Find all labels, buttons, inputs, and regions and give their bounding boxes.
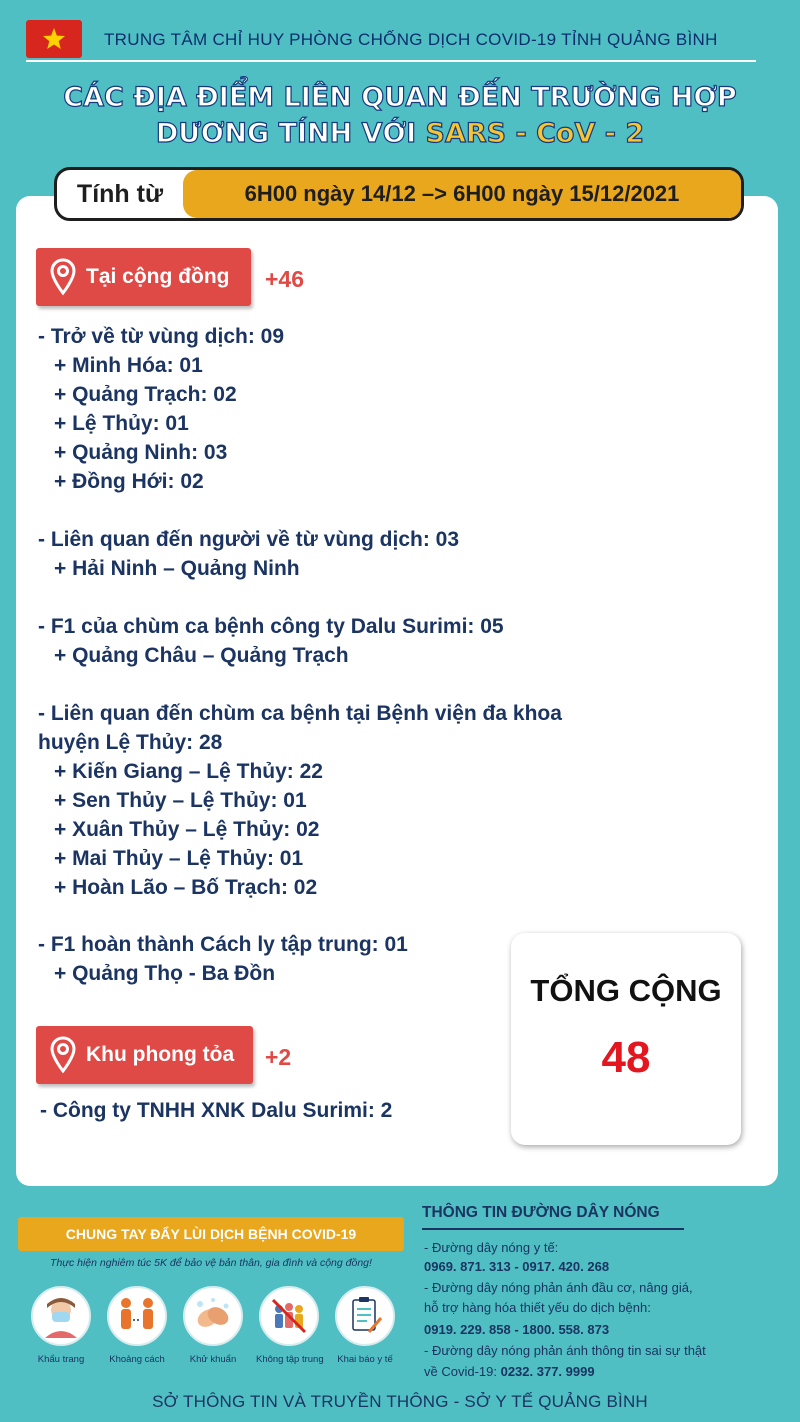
header-divider (26, 60, 756, 62)
date-range-value: 6H00 ngày 14/12 –> 6H00 ngày 15/12/2021 (183, 170, 741, 218)
total-value: 48 (601, 1033, 651, 1082)
hotline-text: - Đường dây nóng phản ánh đầu cơ, nâng giá, (424, 1280, 693, 1295)
list-item: + Đồng Hới: 02 (54, 470, 204, 493)
list-item: + Quảng Ninh: 03 (54, 441, 228, 464)
list-item: - Liên quan đến chùm ca bệnh tại Bệnh viện đa khoa (38, 702, 562, 725)
no-gathering-caption: Không tập trung (256, 1354, 324, 1365)
organization-name: TRUNG TÂM CHỈ HUY PHÒNG CHỐNG DỊCH COVID-19 TỈNH QUẢNG BÌNH (104, 30, 718, 49)
hotline-number: 0969. 871. 313 - 0917. 420. 268 (424, 1259, 610, 1274)
list-item: - Công ty TNHH XNK Dalu Surimi: 2 (40, 1099, 393, 1122)
list-item: + Quảng Trạch: 02 (54, 383, 237, 406)
list-item: + Lệ Thủy: 01 (54, 412, 189, 435)
list-item: + Kiến Giang – Lệ Thủy: 22 (54, 760, 323, 783)
list-item: huyện Lệ Thủy: 28 (38, 731, 223, 754)
date-range-bar (54, 167, 744, 221)
page-title-line1: CÁC ĐỊA ĐIỂM LIÊN QUAN ĐẾN TRƯỜNG HỢP (63, 82, 737, 113)
lockdown-count: +2 (265, 1044, 292, 1070)
distance-caption: Khoảng cách (109, 1354, 165, 1365)
list-item: - Liên quan đến người về từ vùng dịch: 03 (38, 528, 460, 551)
hotline-divider (422, 1228, 684, 1230)
sanitize-icon (183, 1286, 243, 1346)
list-item: + Hoàn Lão – Bố Trạch: 02 (54, 876, 318, 899)
list-item: - F1 của chùm ca bệnh công ty Dalu Surimi: 05 (38, 615, 504, 638)
lockdown-tag (36, 1026, 253, 1084)
no-gathering-icon (259, 1286, 319, 1346)
community-tag (36, 248, 251, 306)
health-declaration-item (332, 1286, 398, 1365)
distance-item (104, 1286, 170, 1365)
mask-icon (31, 1286, 91, 1346)
list-item: + Minh Hóa: 01 (54, 354, 203, 377)
hotline-number: 0232. 377. 9999 (500, 1364, 595, 1379)
total-label: TỔNG CỘNG (530, 973, 722, 1008)
5k-icons (28, 1286, 398, 1365)
lockdown-tag-label: Khu phong tỏa (86, 1043, 235, 1066)
hotline-number: 0919. 229. 858 - 1800. 558. 873 (424, 1322, 610, 1337)
hotline-text: - Đường dây nóng y tế: (424, 1240, 559, 1255)
list-item: + Quảng Thọ - Ba Đồn (54, 962, 276, 985)
location-pin-icon (50, 1036, 76, 1074)
campaign-subtitle: Thực hiện nghiêm túc 5K để bảo vệ bản thân, gia đình và cộng đồng! (50, 1257, 372, 1269)
list-item: - Trở về từ vùng dịch: 09 (38, 325, 285, 348)
page-title-line2 (0, 118, 800, 149)
sanitize-item (180, 1286, 246, 1365)
list-item: + Mai Thủy – Lệ Thủy: 01 (54, 847, 304, 870)
health-declaration-icon (335, 1286, 395, 1346)
hotline-prefix: về Covid-19: (424, 1364, 501, 1379)
date-range-label: Tính từ (76, 179, 164, 208)
hotline-text: - Đường dây nóng phản ánh thông tin sai sự thật (424, 1343, 706, 1358)
distance-icon (107, 1286, 167, 1346)
vietnam-flag-icon (26, 20, 82, 58)
total-box (511, 933, 741, 1145)
hotline-title: THÔNG TIN ĐƯỜNG DÂY NÓNG (422, 1204, 660, 1221)
campaign-banner: CHUNG TAY ĐẨY LÙI DỊCH BỆNH COVID-19 (18, 1217, 404, 1251)
mask-item (28, 1286, 94, 1365)
community-tag-label: Tại cộng đồng (86, 265, 230, 288)
no-gathering-item (256, 1286, 322, 1365)
list-item: + Xuân Thủy – Lệ Thủy: 02 (54, 818, 320, 841)
mask-caption: Khẩu trang (37, 1354, 85, 1365)
title-prefix: DƯƠNG TÍNH VỚI (155, 118, 426, 149)
list-item: + Quảng Châu – Quảng Trạch (54, 644, 349, 667)
list-item: + Hải Ninh – Quảng Ninh (54, 557, 300, 580)
title-highlight: SARS - CoV - 2 (425, 118, 645, 149)
footer-text: SỞ THÔNG TIN VÀ TRUYỀN THÔNG - SỞ Y TẾ QUẢNG BÌNH (152, 1392, 648, 1411)
list-item: - F1 hoàn thành Cách ly tập trung: 01 (38, 933, 408, 956)
community-count: +46 (265, 266, 305, 292)
hotline-text: hỗ trợ hàng hóa thiết yếu do dịch bệnh: (424, 1300, 651, 1315)
location-pin-icon (50, 258, 76, 296)
sanitize-caption: Khử khuẩn (189, 1354, 237, 1365)
hotline-text (424, 1364, 595, 1379)
list-item: + Sen Thủy – Lệ Thủy: 01 (54, 789, 307, 812)
health-declaration-caption: Khai báo y tế (337, 1354, 393, 1365)
